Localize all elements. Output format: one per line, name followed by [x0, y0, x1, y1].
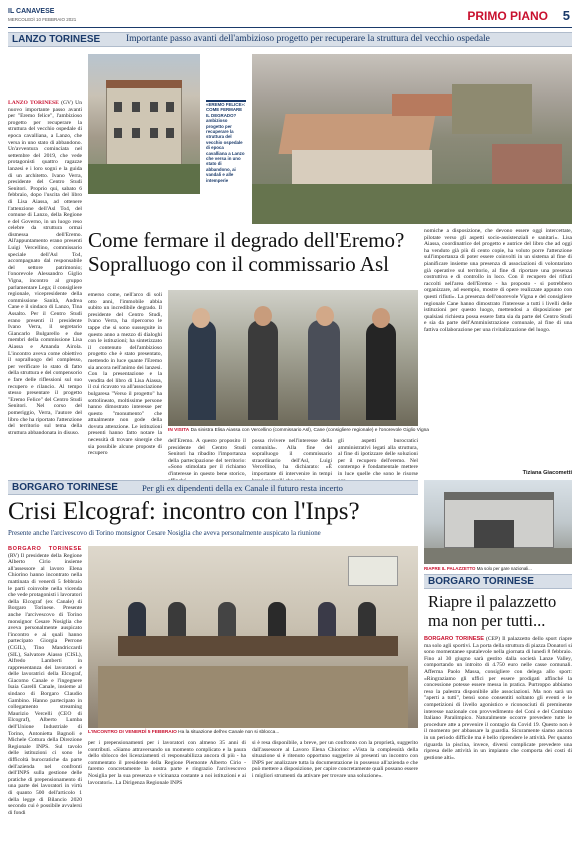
- article1-kicker-bar: [8, 32, 572, 47]
- article1-col2: emerso come, nell'arco di soli otto anni, l'immobile abbia subito un incredibile degrado. Il presidente del Centro Studi, Ivano Verra, ha ripercorso le tappe che si sono susseguite in questo anno a mezzo di dialoghi con le istituzioni; ha sintetizzato il contenuto dell'ambizioso progetto che è stato presentato, mettendo in luce quante l'Eremo sia ancora nell'animo dei lanzesi. Con la presentazione e la vendita del libro di Lisa Aiassa, il cui ricavato va all'associazione bulgaresa "Verso il progetto" ha sottolineato, moltissime persone hanno dimostrato interesse per questo "monumento" che attualmente non gode della dovuta attenzione. Le istituzioni presenti hanno fatto notare la necessità di trovare sinergie che sia possibile alcune proposte di recupero: [88, 292, 162, 457]
- article1-byline: Tiziana Giacometti: [522, 470, 572, 476]
- article2-photo-caption: L'INCONTRO DI VENERDÌ 5 FEBBRAIO Ha la situazione dell'ex Canale non si sblocca...: [88, 730, 280, 735]
- eremo-building-photo-1: [88, 54, 200, 194]
- article1-col4: possa rivivere nell'interesse della comunità». Alla fine del sopralluogo il commissario straordinario dell'Asl, Luigi Vercellino, ha dichiarato: «È importante di intervenire in tempi: [252, 438, 332, 477]
- article2-kicker-sub: Per gli ex dipendenti della ex Canale il futuro resta incerto: [142, 483, 343, 493]
- article1-kicker-sub: Importante passo avanti dell'ambizioso progetto per recuperare la struttura del vecchio ospedale: [126, 34, 490, 44]
- section-label: PRIMO PIANO: [467, 9, 548, 23]
- article2-col1: BORGARO TORINESE (RV) Il presidente della Regione Alberto Cirio insieme all'assessore al lavoro Elena Chiorino hanno incontrato nella mattinata di venerdì 5 febbraio le parti coinvolte nella vicenda che vede protagonisti i lavoratori della Elcograf (ex Canale) di Borgaro Torinese. Presente anche l'arcivescovo di Torino monsignor Cesare Nosiglia che aveva personalmente auspicato l'incontro e ai quali hanno partecipato Giorgia Perrone (CGIL), Tino Mandriccardi (SIL), Salvatore Aiasso (CISL), Alfredo Lamberti in rappresentanza dei lavoratori e delle lavoratrici della Elcograf, Giacomo Canale e l'ingegnere Isaia Garelli Canale, insieme al sindaco di Borgaro Claudio Gambino. Hanno partecipato in collegamento streaming Maurizio Vercelli (CEO di Elcograf), Alberto Lumba dell'Unione Industriale di Torino, Antonietta Bagnoli e Michele Cottura della Direzione Regionale INPS. Sul tavolo delle istituzioni ci sono le difficoltà burocratiche da parte dell'azienda nel confronti dell'INPS sulla gestione delle pratiche di prepensionamento di una parte dei lavoratori in virtù di quanto 500 dell'articolo 1 della legge di Bilancio 2020 secondo cui è possibile avvalersi di fondi: [8, 546, 82, 816]
- article1-title: Come fermare il degrado dell'Eremo? Sopralluogo con il commissario Asl: [88, 228, 405, 276]
- article1-col3: dell'Eremo. A questo proposito il presidente del Centro Studi Senitori ha ribadito l'importanza della partecipazione del territorio: «Sono stimolata per il richiamo d'interesse in questo bene storico,: [168, 438, 246, 477]
- article1-col5: gli aspetti burocratici amministrativi legati alla struttura, al fine di ipotizzare delle soluzioni per il recupero dell'eremo. Nel contempo è fondamentale mettere in luce quelle che sono le risorse: [338, 438, 418, 477]
- article2-title: Crisi Elcograf: incontro con l'Inps?: [8, 498, 360, 525]
- elcograf-meeting-photo: [88, 546, 418, 728]
- article1-kicker: LANZO TORINESE: [12, 34, 101, 45]
- palazzetto-photo: [424, 480, 572, 564]
- article2-col3: si è resa disponibile, a breve, per un confronto con la proprietà, suggerito dall'assessore al Lavoro Elena Chiorino: «Vista la complessità della situazione si è ritenuto opportuno suggerire ai presenti un incontro con INPS per analizzare tutta la documentazione in possesso all'azienda e che può mettere a disposizione, per capire concretamente quali possano essere i migliori strumenti da attivare per trovare una soluzione».: [252, 740, 418, 779]
- article3-title: Riapre il palazzetto ma non per tutti...: [428, 592, 557, 630]
- article2-kicker-bar: [8, 480, 418, 495]
- sopralluogo-group-photo: [168, 290, 418, 426]
- article1-photo-caption-box: «EREMO FELICE»: COME FERMARE IL DEGRADO? ambizioso progetto per recuperare la struttura del vecchio ospedale di epoca cavalliana a Lanzo che versa in uno stato di abbandono, ai vandali e alle intemperie: [206, 100, 246, 218]
- article3-body: BORGARO TORINESE (CEP) Il palazzetto dello sport riapre ma solo agli sportivi. La porta della struttura di piazza Donatori si sono momentanee sputalevole nella giornata di lunedì 8 febbraio. Fino al 30 giugno sarà gestito dalla società Lanze Valley, comportando un introito di 4.750 euro nelle casse comunali. Afferma Paolo Massa, consigliere con delega allo sport: «Ringraziamo gli uffici per essere prodigati affinché la concessione potesse essere messa in pratica. Purtroppo abbiamo reso la palestra disponibile alle associazioni. Ma non sarà un "aperti a tutti", bensì sono consentiti soltanto gli eventi e le competizioni di livello agonistico e riconosciuti di preminente interesse nazionale con provvedimento del Coni e del Comitato Italiano Paralimpico. Naturalmente occorre prevedere tutte le procedure atte a prevenire il contagio da Covid 19. Questo non è il momento per abbassare la guardia. Sicuramente siamo ancora in un periodo difficile ma è bello riprendere le attività. Per quanto riguarda la piscina, invece, diversi complicate prevedere una ripresa delle attività in un impianto che comporta dei costi di gestione alti».: [424, 636, 572, 761]
- article1-photo2-caption: IN VISITA Da sinistra Elisa Aiassa con Vercellino (commissario Asl), Cane (consigliere regionale) e l'onorevole Giglio Vigna: [168, 428, 429, 433]
- article3-photo-caption: RIAPRE IL PALAZZETTO Ma solo per gare nazionali...: [424, 566, 532, 571]
- masthead: IL CANAVESE: [8, 8, 55, 15]
- article3-kicker: BORGARO TORINESE: [428, 576, 534, 587]
- article2-col2: per i prepensionamenti per i lavoratori con almeno 35 anni di contributi. «Siamo attraversando un momento complicato e la paura dello sblocco dei licenziamenti ci responsabilizza ancora di più - ha commentato il presidente della Regione Piemonte Alberto Cirio - faremo concretamente la nostra parte e ringrazio l'arcivescovo Nosiglia per la sua presenza e vicinanza costante a noi istituzioni e ai lavoratori». La Dirigenza Regionale INPS: [88, 740, 246, 786]
- article3-kicker-bar: [424, 574, 572, 589]
- issue-date: MERCOLEDÌ 10 FEBBRAIO 2021: [8, 17, 77, 22]
- article2-subtitle: Presente anche l'arcivescovo di Torino monsignor Cesare Nosiglia che aveva personalmente auspicato la riunione: [8, 530, 321, 537]
- article1-col1: LANZO TORINESE (GV) Un nuovo importante passo avanti per "Eremo felice", l'ambizioso progetto per recuperare la struttura del vecchio ospedale di epoca cavalliana, a Lanzo, che versa in uno stato di abbandono. Un'avventura cominciata nel settembre del 2019, che vede protagonisti quattro ragazze lanzesi e i loro sogni e la guida di un architetto. Ivano Verra, presidente del Centro Studi Senitori. Proprio qui, sabato 6 febbraio, dopo l'uscita del libro di Lisa Aiassa, ad ottenere l'attenzione dell'Asl To4, del comune di Lanzo, della Regione e del Governo, in un luogo reso celebre da struttura ormai dismessa dell'Eremo. All'appuntamento erano presenti Luigi Vercellino, commissario speciale dell'Asl To4, accompagnato dal responsabile del settore patrimonio; l'onorevole Alessandro Giglio Vigna, incontro al gruppo parlamentare Lega; il consigliere regionale, vicepresidente della commissione Sanità, Andrea Cane e il sindaco di Lanzo, Tina Assalto. Per il Centro Studi erano presenti il presidente Ivano Verra, il segretario Giancarlo Bulgarello e due membri della commissione Lisa Aiassa e Amanda Airola. L'incontro aveva come obiettivo il sopralluogo del complesso, per verificare lo stato di fatto della struttura e del compensorio e fare delle riflessioni sul suo recupero e rilancio. Al tempo stesso presentare il progetto "Eremo Felice" del Centro Studi Senitori. Nel corso del pomeriggio, Verra, l'autore del libro che ha riportato l'attenzione del territorio sul tema della struttura abbandonata in disuso.: [8, 100, 83, 436]
- page-number: 5: [562, 8, 570, 23]
- article1-col6: nomiche a disposizione, che devono essere oggi intercettate, pilotate verso gli aspetti socio-assistenziali e sanitari». Lisa Aiassa, coordinatrice del progetto e autrice del libro che ad oggi ha venduto già più di cento copie, ha voluto porre l'attenzione sull'importanza di poter essere coinvolti in un sistema al fine di pianificare insieme una presenza di associazioni di volontariato già operative sul territorio, al fine di riportare una presenza costruttiva e di controllo in loco. Con il recupero dei rifiuti raccolti nell'area dell'Eremo - ha proposto - si potrebbero organizzare, ad esempio, mostre di opere realizzate appunto con questi rifiuti». La presenza dell'onorevole Vigna e del consigliere regionale Cane hanno dimostrato l'interesse a tutti i livelli delle istituzioni per questo luogo, mettendosi a disposizione per qualsiasi richiesta possa essere fatta sia da parte del Centro Studi e sia da parte dell'Amministrazione comunale, al fine di una fattiva collaborazione per una rivitalizzazione del luogo.: [424, 228, 572, 333]
- eremo-aerial-photo: [252, 54, 572, 224]
- article2-kicker: BORGARO TORINESE: [12, 482, 118, 493]
